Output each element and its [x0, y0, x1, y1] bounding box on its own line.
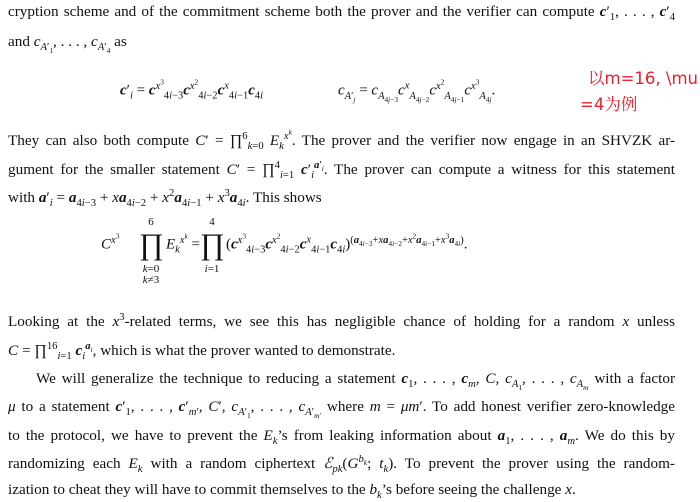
product-upper-limit-i: 4 [209, 216, 215, 228]
paper-line-1: cryption scheme and of the commitment scheme both the prover and the verifier can compute $c'_1$, . . . , $c'_4$ [8, 3, 675, 24]
equation-c-prime: $c'_i = c^{x^3}_{4i-3}c^{x^2}_{4i-2}c^x_{4i-1}c_{4i}$ [120, 77, 264, 102]
paper-line-10: to the protocol, we have to prevent the $E_k’s$ from leaking information about $a_1$, . . . , $a_m$. We do this by [8, 427, 675, 448]
product-upper-limit-k: 6 [148, 216, 154, 228]
equation-product-body: $(c^{x^3}_{4i-3}c^{x^2}_{4i-2}c^x_{4i-1}c_{4i})^{(a_{4i-3}+xa_{4i-2}+x^2a_{4i-1}+x^3a_{4i})}$. [226, 231, 468, 256]
paper-line-12: ization to cheat they will have to commit themselves to the $b_k’s$ before seeing the challenge x. [8, 481, 576, 502]
annotation-line-1: 以m=16, \mu [588, 69, 698, 88]
paper-line-4: gument for the smaller statement C′ = ∏$^4_{i=1}$ $c'_i^{a'_i}$. The prover can compute a witness for this statement [8, 159, 675, 182]
paper-line-8: We will generalize the technique to reducing a statement $c_1$, . . . , $c_m$, C, $c_{A_1}$, . . . , $c_{A_m}$ with a factor [36, 370, 676, 393]
product-lower-limit-i: i=1 [204, 263, 220, 275]
annotation-line-2: =4为例 [580, 95, 638, 114]
product-symbol-i: ∏ [200, 228, 225, 261]
product-symbol-k: ∏ [139, 228, 164, 261]
paper-line-9: μ to a statement $c'_1$, . . . , $c'_{m'}$, C′, $c_{A'_1}$, . . . , $c_{A'_{m'}}$ where m = μm′. To add honest verifier zero-knowledge [8, 398, 675, 421]
equation-e-k: $E_k^{x^k}$ = [166, 231, 200, 256]
product-lower-limit-k: k=0 k≠3 [142, 263, 160, 286]
paper-line-3: They can also both compute C′ = ∏$^6_{k=0}$ $E_k^{x^k}$. The prover and the verifier now engage in an SHVZK ar- [8, 127, 676, 153]
paper-line-7: C = ∏$^{16}_{i=1}$ $c_i^{a_i}$, which is what the prover wanted to demonstrate. [8, 340, 396, 363]
equation-c-x3: $C^{x^3}$ [101, 231, 120, 253]
paper-line-6: Looking at the $x^3$-related terms, we see this has negligible chance of holding for a random x unless [8, 311, 675, 330]
paper-line-5: with $a'_i = a_{4i-3} + xa_{4i-2} + x^2a_{4i-1} + x^3a_{4i}$. This shows [8, 187, 322, 210]
paper-line-11: randomizing each $E_k$ with a random ciphertext $ℰ_{pk}(G^{b_k}$; $t_k$). To prevent the prover using the random- [8, 453, 675, 476]
equation-c-a-prime: $c_{A'_j} = c_{A_{4j-3}}c^x_{A_{4j-2}}c^{x^2}_{A_{4j-1}}c^{x^3}_{A_{4j}}$. [338, 77, 496, 104]
paper-line-2: and $c_{A'_1}$, . . . , $c_{A'_4}$ as [8, 33, 127, 56]
